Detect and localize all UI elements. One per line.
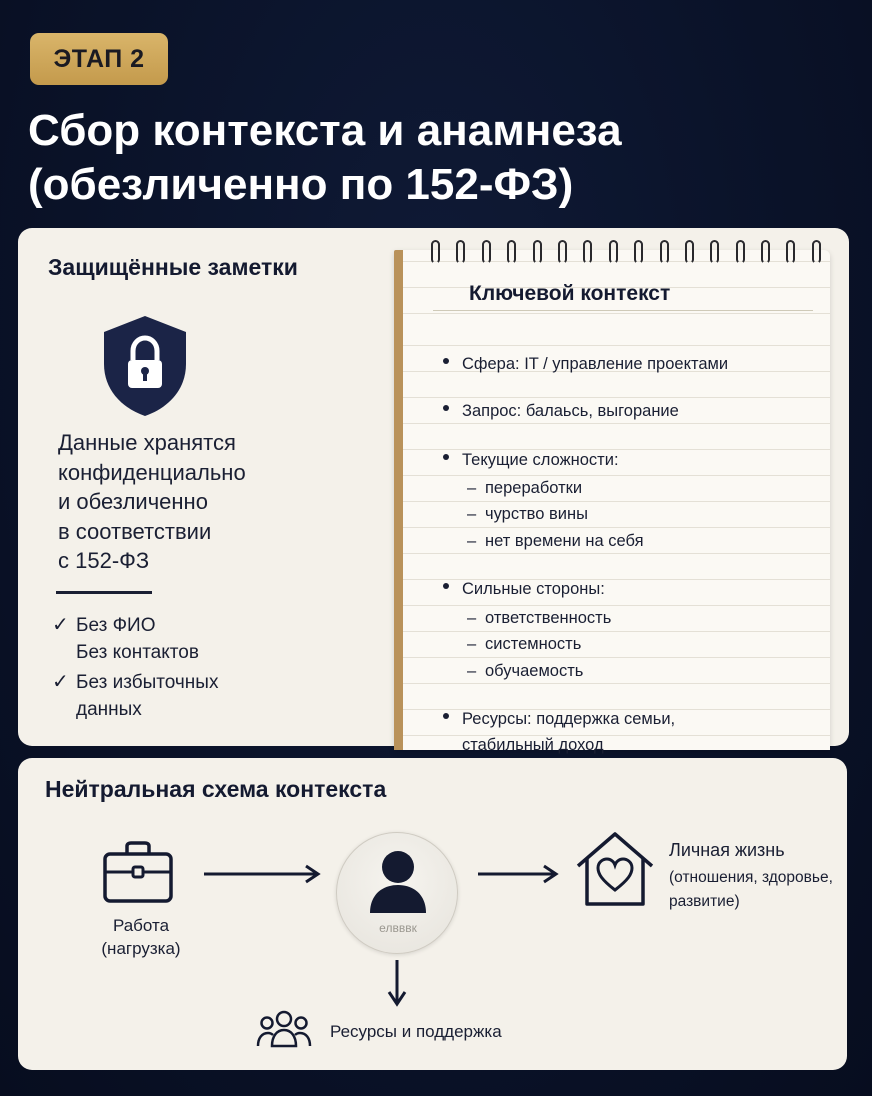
protected-notes-title: Защищённые заметки — [48, 254, 298, 280]
divider — [56, 591, 152, 594]
privacy-line: и обезличенно — [58, 489, 208, 514]
bullet-difficulties: Текущие сложности: — [443, 447, 619, 473]
check-item-line: Без ФИО — [76, 615, 156, 636]
bullet-dot-icon — [443, 583, 449, 589]
context-scheme-title: Нейтральная схема контекста — [45, 776, 387, 802]
checkmark-icon: ✓ — [52, 671, 69, 693]
protected-notes-card — [18, 228, 849, 754]
ring-icon — [558, 240, 567, 264]
checkmark-icon: ✓ — [52, 614, 69, 636]
work-label: Работа (нагрузка) — [101, 916, 181, 958]
person-label: елвввк — [379, 921, 417, 935]
strength-item: – системность — [467, 635, 582, 653]
house-heart-icon — [574, 830, 656, 908]
privacy-line: с 152-ФЗ — [58, 548, 150, 573]
ring-icon — [482, 240, 491, 264]
resources-support-label: Ресурсы и поддержка — [330, 1022, 502, 1041]
arrow-down-icon — [387, 958, 407, 1008]
ring-icon — [533, 240, 542, 264]
bullet-dot-icon — [443, 358, 449, 364]
personal-life-label: Личная жизнь — [669, 840, 785, 860]
divider — [433, 310, 813, 311]
key-context-notepad — [394, 250, 830, 754]
arrow-right-icon — [476, 864, 560, 884]
bullet-dot-icon — [443, 405, 449, 411]
bullet-dot-icon — [443, 713, 449, 719]
ring-icon — [685, 240, 694, 264]
spiral-binding — [431, 240, 821, 270]
ring-icon — [786, 240, 795, 264]
ring-icon — [583, 240, 592, 264]
stage-badge: ЭТАП 2 — [30, 33, 168, 85]
page-title-line-2: (обезличенно по 152-ФЗ) — [28, 160, 574, 209]
difficulty-item: – чурство вины — [467, 505, 588, 523]
privacy-checklist — [52, 612, 352, 723]
people-group-icon — [256, 1010, 312, 1048]
ring-icon — [710, 240, 719, 264]
ring-icon — [507, 240, 516, 264]
check-item — [52, 612, 352, 666]
page-title-line-1: Сбор контекста и анамнеза — [28, 106, 622, 155]
difficulty-item: – нет времени на себя — [467, 532, 644, 550]
person-node — [336, 832, 458, 954]
bullet-request: Запрос: балаьсь, выгорание — [443, 398, 679, 424]
ring-icon — [609, 240, 618, 264]
ring-icon — [736, 240, 745, 264]
check-item-line: данных — [76, 699, 142, 720]
ring-icon — [660, 240, 669, 264]
privacy-line: конфиденциально — [58, 459, 246, 485]
ring-icon — [431, 240, 440, 264]
privacy-line: Данные хранятся — [58, 430, 236, 455]
arrow-right-icon — [202, 864, 322, 884]
ring-icon — [812, 240, 821, 264]
bullet-dot-icon — [443, 454, 449, 460]
bullet-strengths: Сильные стороны: — [443, 576, 605, 602]
privacy-line: в соответствии — [58, 518, 212, 544]
context-scheme-card — [18, 758, 847, 1070]
bullet-sphere: Сфера: IT / управление проектами — [443, 351, 728, 377]
check-item-line: Без избыточных — [76, 672, 219, 693]
bullet-resources: Ресурсы: поддержка семьи, стабильный доход — [443, 706, 675, 758]
page-title — [28, 104, 848, 212]
check-item — [52, 669, 352, 723]
ring-icon — [456, 240, 465, 264]
personal-life-details: (отношения, здоровье, развитие) — [669, 869, 833, 910]
strength-item: – обучаемость — [467, 662, 584, 680]
briefcase-icon — [102, 840, 174, 904]
key-context-title: Ключевой контекст — [469, 282, 671, 305]
person-icon — [368, 849, 428, 915]
strength-item: – ответственность — [467, 609, 612, 627]
privacy-statement — [58, 428, 368, 576]
ring-icon — [761, 240, 770, 264]
difficulty-item: – переработки — [467, 479, 583, 497]
shield-lock-icon — [100, 314, 190, 418]
check-item-line: Без контактов — [76, 642, 199, 663]
ring-icon — [634, 240, 643, 264]
